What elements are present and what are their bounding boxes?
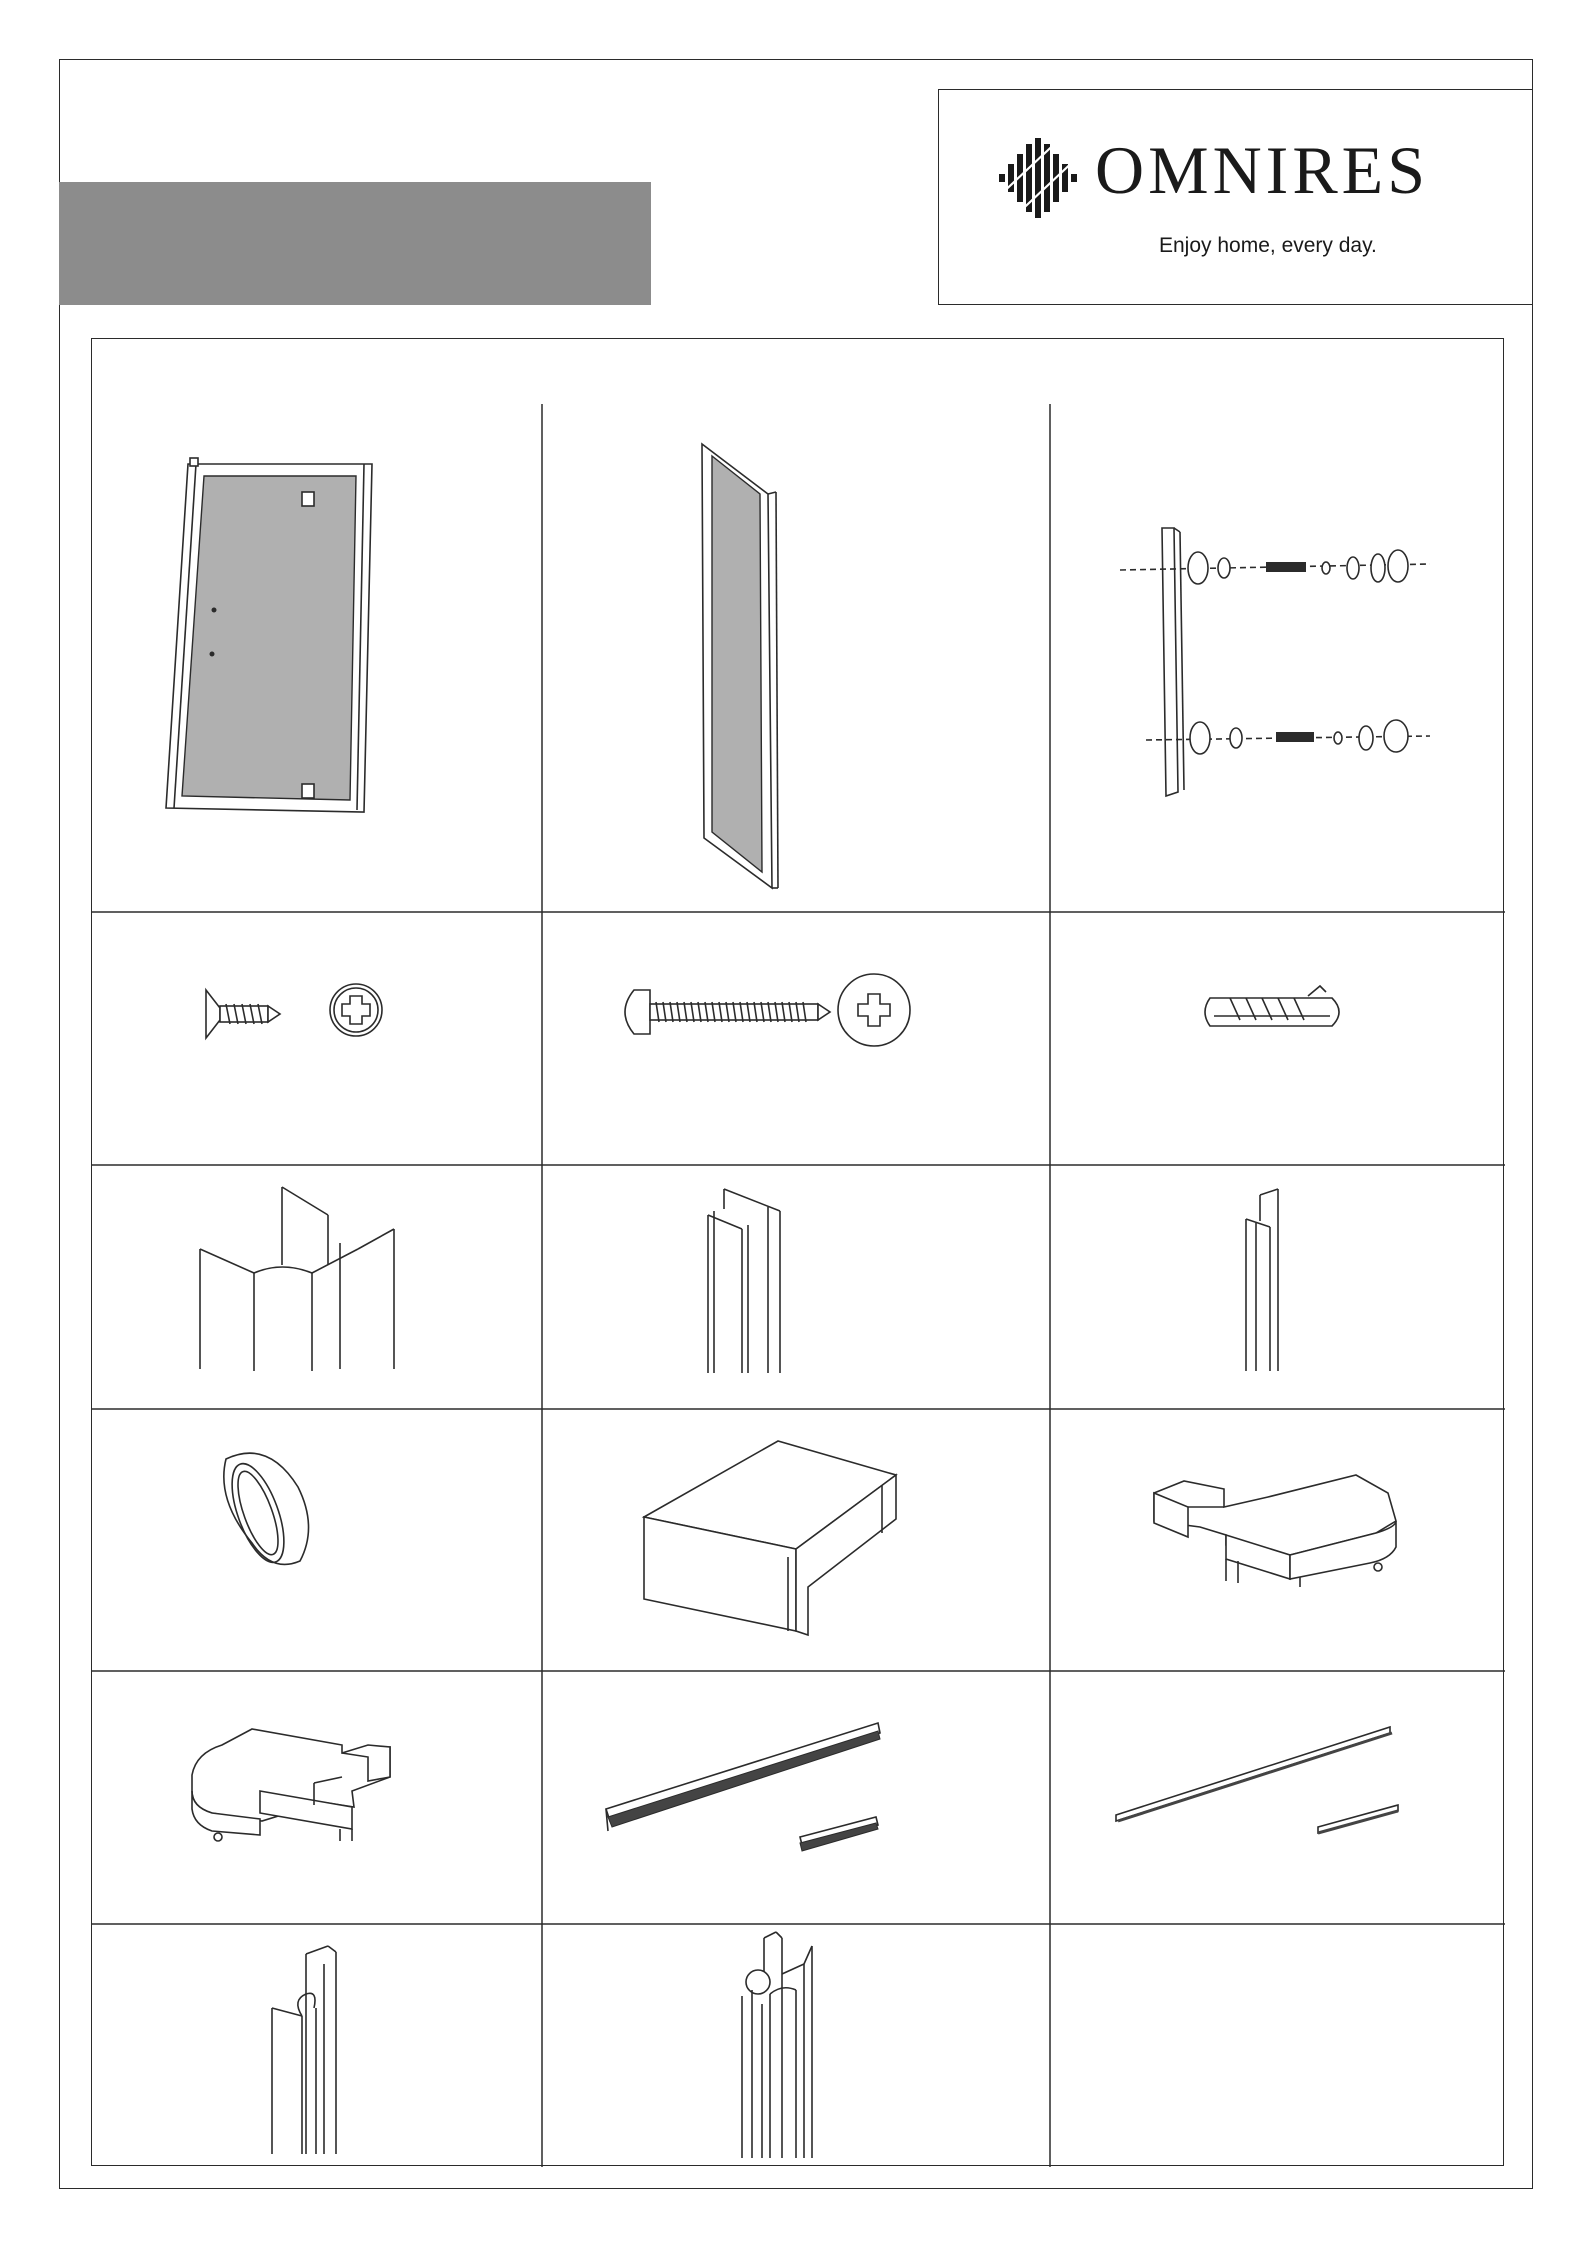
round-cap-icon [92, 1409, 542, 1671]
part-fixed-panel [542, 404, 1050, 912]
part-hinge-profile [542, 1924, 1050, 2167]
magnetic-seal-profile-icon [92, 1924, 542, 2167]
countersunk-screw-icon [92, 912, 542, 1165]
part-door-panel [92, 404, 542, 912]
angle-profile-icon [1050, 1165, 1505, 1409]
door-handle-assembly-icon [1050, 404, 1505, 912]
parts-grid [91, 338, 1504, 2166]
hinged-door-panel-icon [92, 404, 542, 912]
part-short-screw [92, 912, 542, 1165]
u-channel-profile-icon [542, 1165, 1050, 1409]
part-u-channel [542, 1165, 1050, 1409]
part-long-screw [542, 912, 1050, 1165]
hinge-profile-icon [542, 1924, 1050, 2167]
wall-profile-icon [92, 1165, 542, 1409]
part-cap [92, 1409, 542, 1671]
part-drip-seal [1050, 1671, 1505, 1924]
part-angle-profile [1050, 1165, 1505, 1409]
corner-bracket-icon [1050, 1409, 1505, 1671]
part-corner-bracket-left [92, 1671, 542, 1924]
part-empty-slot [1050, 1924, 1505, 2167]
wall-plug-icon [1050, 912, 1505, 1165]
brand-block [938, 89, 1533, 305]
bottom-seal-strip-icon [542, 1671, 1050, 1924]
part-wall-plug [1050, 912, 1505, 1165]
round-head-screw-icon [542, 912, 1050, 1165]
part-handle [1050, 404, 1505, 912]
drip-seal-strip-icon [1050, 1671, 1505, 1924]
corner-bracket-icon [92, 1671, 542, 1924]
part-corner-bracket-right [1050, 1409, 1505, 1671]
omnires-logo-icon [993, 134, 1081, 222]
brand-tagline: Enjoy home, every day. [1159, 234, 1377, 257]
title-band [59, 182, 651, 305]
brand-name: OMNIRES [1095, 132, 1430, 208]
clip-bracket-icon [542, 1409, 1050, 1671]
part-magnetic-seal-profile [92, 1924, 542, 2167]
fixed-glass-panel-icon [542, 404, 1050, 912]
part-clip [542, 1409, 1050, 1671]
part-wall-profile [92, 1165, 542, 1409]
part-bottom-seal [542, 1671, 1050, 1924]
